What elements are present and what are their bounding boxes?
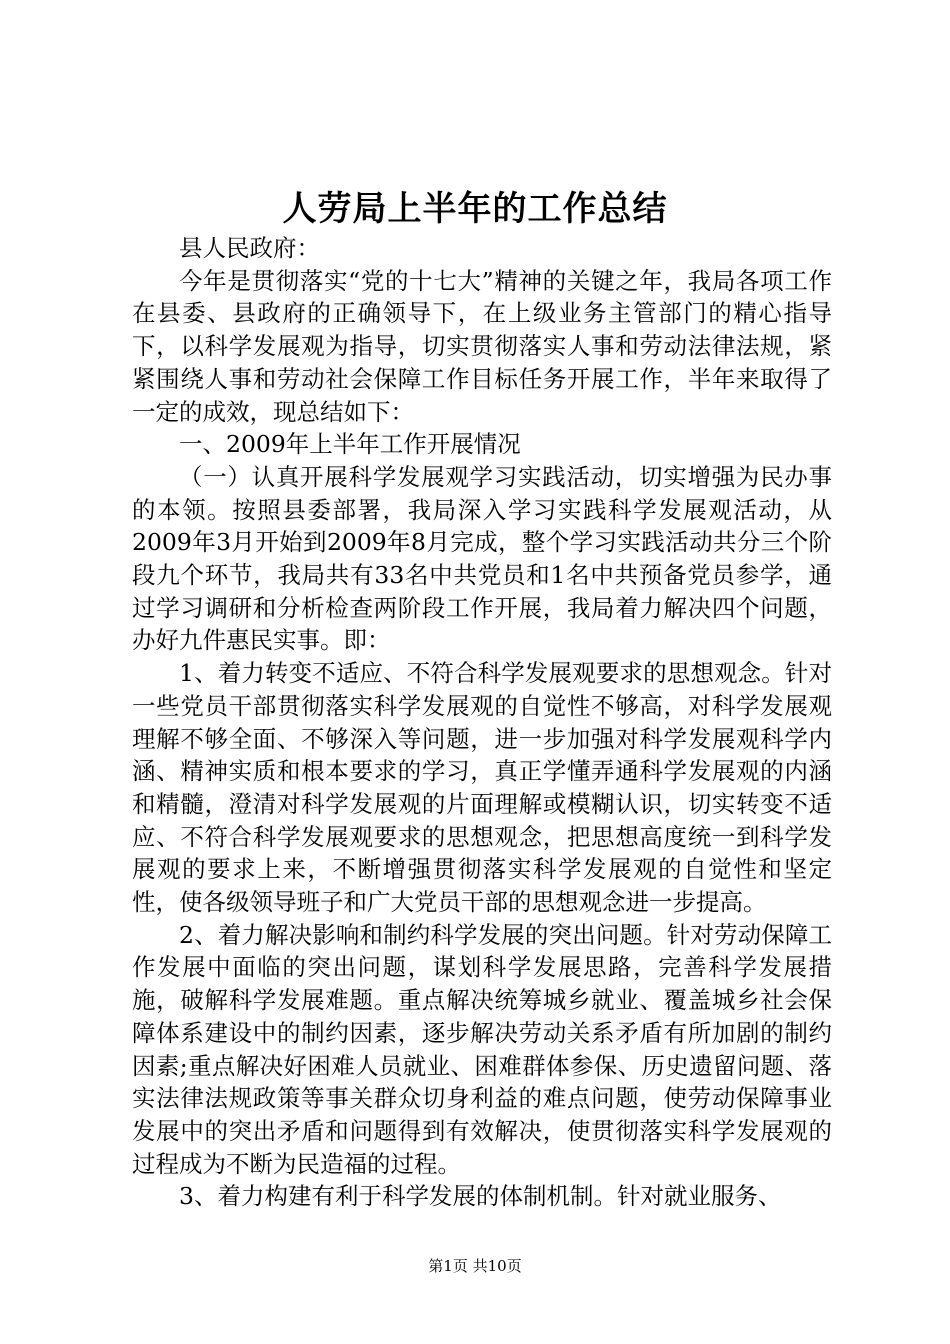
- salutation: 县人民政府：: [179, 234, 320, 262]
- document-body: [132, 232, 832, 1213]
- document-title: 人劳局上半年的工作总结: [282, 189, 668, 229]
- section-heading: 一、2009年上半年工作开展情况: [179, 430, 521, 459]
- intro-paragraph: 今年是贯彻落实“党的十七大”精神的关键之年，我局各项工作在县委、县政府的正确领导下，在上级业务主管部门的精心指导下，以科学发展观为指导，切实贯彻落实人事和劳动法律法规，紧紧围绕人事和劳动社会保障工作目标任务开展工作，半年来取得了一定的成效，现总结如下：: [132, 266, 832, 426]
- body-paragraph: 2、着力解决影响和制约科学发展的突出问题。针对劳动保障工作发展中面临的突出问题，谋划科学发展思路，完善科学发展措施，破解科学发展难题。重点解决统筹城乡就业、覆盖城乡社会保障体系建设中的制约因素，逐步解决劳动关系矛盾有所加剧的制约因素;重点解决好困难人员就业、困难群体参保、历史遗留问题、落实法律法规政策等事关群众切身利益的难点问题，使劳动保障事业发展中的突出矛盾和问题得到有效解决，使贯彻落实科学发展观的过程成为不断为民造福的过程。: [132, 920, 832, 1178]
- body-paragraph: （一）认真开展科学发展观学习实践活动，切实增强为民办事的本领。按照县委部署，我局深入学习实践科学发展观活动，从2009年3月开始到2009年8月完成，整个学习实践活动共分三个阶段九个环节，我局共有33名中共党员和1名中共预备党员参学，通过学习调研和分析检查两阶段工作开展，我局着力解决四个问题，办好九件惠民实事。即：: [132, 462, 832, 655]
- body-paragraph: 1、着力转变不适应、不符合科学发展观要求的思想观念。针对一些党员干部贯彻落实科学发展观的自觉性不够高，对科学发展观理解不够全面、不够深入等问题，进一步加强对科学发展观科学内涵、精神实质和根本要求的学习，真正学懂弄通科学发展观的内涵和精髓，澄清对科学发展观的片面理解或模糊认识，切实转变不适应、不符合科学发展观要求的思想观念，把思想高度统一到科学发展观的要求上来，不断增强贯彻落实科学发展观的自觉性和坚定性，使各级领导班子和广大党员干部的思想观念进一步提高。: [132, 659, 832, 917]
- body-paragraph: 3、着力构建有利于科学发展的体制机制。针对就业服务、: [179, 1182, 782, 1211]
- page-number-footer: 第1页 共10页: [428, 1257, 522, 1275]
